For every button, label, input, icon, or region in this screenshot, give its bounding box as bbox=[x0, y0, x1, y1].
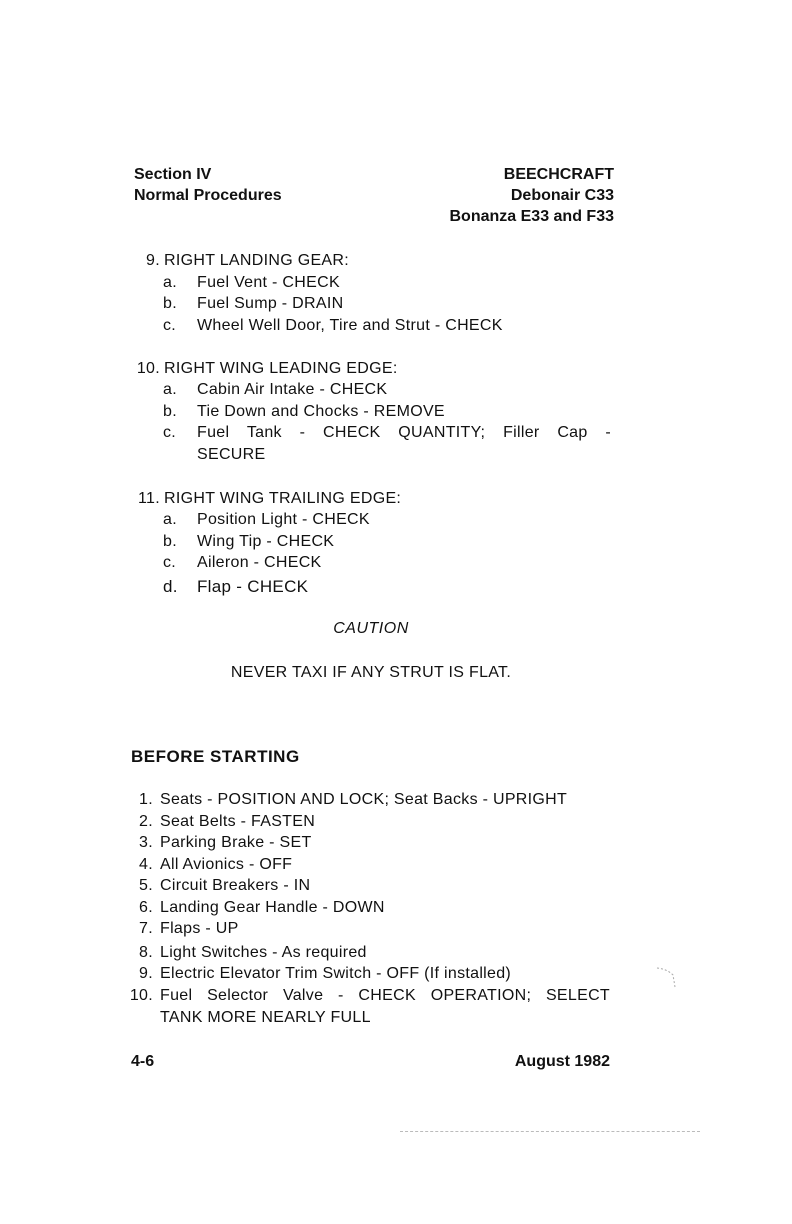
item-number: 3. bbox=[139, 834, 153, 851]
step-number: 9. bbox=[146, 252, 160, 269]
item-text-continued: TANK MORE NEARLY FULL bbox=[160, 1008, 371, 1026]
page-number: 4-6 bbox=[131, 1053, 155, 1070]
step-title: RIGHT LANDING GEAR: bbox=[164, 252, 349, 269]
section-subtitle: Normal Procedures bbox=[134, 187, 282, 204]
section-label: Section IV bbox=[134, 166, 212, 183]
item-text: Landing Gear Handle - DOWN bbox=[160, 898, 385, 916]
scan-artifact bbox=[655, 965, 677, 989]
section-heading: BEFORE STARTING bbox=[131, 747, 300, 766]
item-text: Fuel Vent - CHECK bbox=[197, 273, 340, 291]
item-text: Electric Elevator Trim Switch - OFF (If installed) bbox=[160, 965, 512, 982]
step-title: RIGHT WING LEADING EDGE: bbox=[164, 359, 398, 377]
item-text: Fuel Sump - DRAIN bbox=[197, 295, 344, 312]
item-letter: c. bbox=[163, 554, 177, 571]
item-text: Light Switches - As required bbox=[160, 943, 367, 961]
item-letter: b. bbox=[163, 402, 177, 420]
scan-artifact bbox=[400, 1131, 700, 1132]
item-text: Wing Tip - CHECK bbox=[197, 532, 335, 550]
model-line-2: Bonanza E33 and F33 bbox=[449, 208, 614, 225]
item-letter: c. bbox=[163, 424, 177, 441]
item-number: 6. bbox=[139, 898, 153, 916]
item-text: Fuel Tank - CHECK QUANTITY; Filler Cap - bbox=[197, 424, 611, 441]
revision-date: August 1982 bbox=[514, 1053, 610, 1070]
item-number: 2. bbox=[139, 812, 153, 830]
item-letter: a. bbox=[163, 511, 177, 528]
item-letter: b. bbox=[163, 295, 177, 312]
item-letter: d. bbox=[163, 577, 178, 596]
item-number: 4. bbox=[139, 855, 153, 873]
item-number: 10. bbox=[129, 987, 153, 1004]
item-letter: b. bbox=[163, 532, 177, 550]
step-number: 11. bbox=[138, 489, 160, 507]
item-text: Circuit Breakers - IN bbox=[160, 877, 311, 894]
caution-text: NEVER TAXI IF ANY STRUT IS FLAT. bbox=[230, 664, 512, 681]
manufacturer: BEECHCRAFT bbox=[503, 166, 614, 183]
item-text: Fuel Selector Valve - CHECK OPERATION; SELECT bbox=[160, 987, 610, 1004]
item-text: Cabin Air Intake - CHECK bbox=[197, 381, 388, 398]
item-text: Tie Down and Chocks - REMOVE bbox=[197, 402, 445, 420]
item-number: 1. bbox=[139, 791, 153, 808]
item-text: Flap - CHECK bbox=[197, 577, 309, 596]
step-number: 10. bbox=[136, 359, 160, 377]
item-text: Seats - POSITION AND LOCK; Seat Backs - UPRIGHT bbox=[160, 791, 568, 808]
item-text: Wheel Well Door, Tire and Strut - CHECK bbox=[197, 316, 503, 334]
item-number: 9. bbox=[139, 965, 153, 982]
item-text: Seat Belts - FASTEN bbox=[160, 812, 316, 830]
item-text: Position Light - CHECK bbox=[197, 511, 370, 528]
item-number: 8. bbox=[139, 943, 153, 961]
step-title: RIGHT WING TRAILING EDGE: bbox=[164, 489, 402, 507]
item-letter: a. bbox=[163, 273, 177, 291]
item-letter: c. bbox=[163, 316, 177, 334]
item-text: All Avionics - OFF bbox=[160, 855, 293, 873]
item-letter: a. bbox=[163, 381, 177, 398]
item-number: 5. bbox=[139, 877, 153, 894]
item-text-continued: SECURE bbox=[197, 445, 266, 463]
item-number: 7. bbox=[139, 920, 153, 937]
item-text: Aileron - CHECK bbox=[197, 554, 322, 571]
item-text: Parking Brake - SET bbox=[160, 834, 312, 851]
item-text: Flaps - UP bbox=[160, 920, 239, 937]
model-line-1: Debonair C33 bbox=[510, 187, 614, 204]
caution-title: CAUTION bbox=[333, 620, 409, 637]
